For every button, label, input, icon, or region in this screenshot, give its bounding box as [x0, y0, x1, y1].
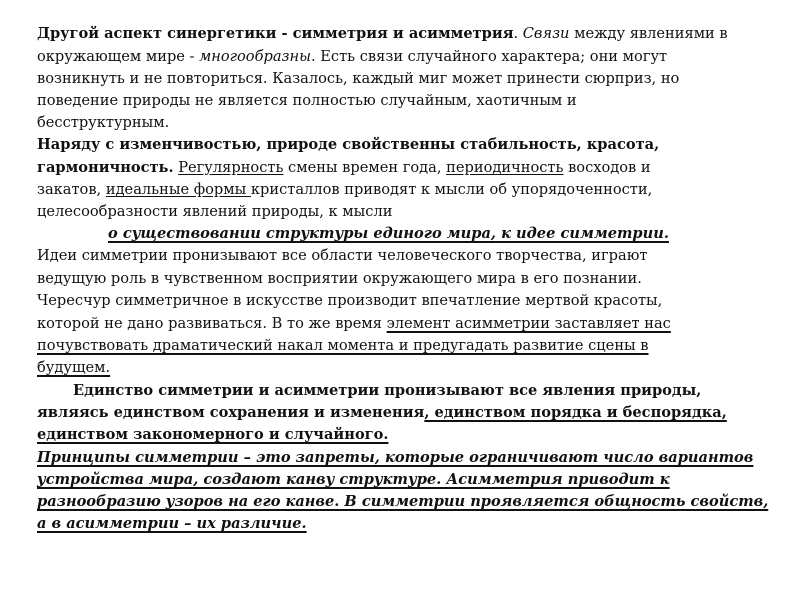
p1-line-1: [37, 23, 728, 45]
p3-line-1: Идеи симметрии пронизывают все области человеческого творчества, играют: [37, 247, 648, 264]
text-run: кристаллов приводят к мысли об упорядоченности,: [250, 181, 653, 198]
p1-line-5: бесструктурным.: [37, 114, 170, 131]
p1-heading: Другой аспект синергетики - симметрия и асимметрия: [37, 25, 514, 42]
p2-line-3: [37, 179, 652, 201]
p4-line-3: единством закономерного и случайного.: [37, 426, 389, 443]
p5-line-2: устройства мира, создают канву структуре. Асимметрия приводит к: [37, 471, 670, 488]
text-run: .: [513, 25, 523, 42]
underlined-run: периодичность: [446, 159, 564, 176]
bold-run: гармоничность.: [37, 159, 174, 176]
p2-line-4: целесообразности явлений природы, к мысли: [37, 203, 393, 220]
p5-line-1: Принципы симметрии – это запреты, которые ограничивают число вариантов: [37, 449, 754, 466]
text-run: окружающем мире -: [37, 48, 200, 65]
text-run: закатов,: [37, 181, 106, 198]
text-run: . Есть связи случайного характера; они могут: [311, 48, 668, 65]
p4-line-2: [37, 402, 727, 424]
italic-run: многообразны: [199, 48, 311, 65]
p1-line-2: [37, 46, 667, 68]
underlined-bold-run: , единством порядка и беспорядка,: [424, 404, 727, 421]
p2-line-1: Наряду с изменчивостью, природе свойственны стабильность, красота,: [37, 136, 660, 153]
p5-line-4: а в асимметрии – их различие.: [37, 515, 307, 532]
underlined-run: элемент асимметрии заставляет нас: [386, 315, 671, 332]
p2-line-2: [37, 157, 651, 179]
underlined-run: Регулярность: [178, 159, 284, 176]
p1-line-3: возникнуть и не повториться. Казалось, каждый миг может принести сюрприз, но: [37, 70, 680, 87]
text-run: восходов и: [563, 159, 651, 176]
p3-line-5: почувствовать драматический накал момента и предугадать развитие сцены в: [37, 337, 649, 354]
italic-run: Связи: [522, 25, 570, 42]
p3-line-2: ведущую роль в чувственном восприятии окружающего мира в его познании.: [37, 270, 642, 287]
p3-line-3: Чересчур симметричное в искусстве производит впечатление мертвой красоты,: [37, 292, 663, 309]
p2-line-5-conclusion: о существовании структуры единого мира, к идее симметрии.: [108, 225, 669, 242]
text-run: которой не дано развиваться. В то же время: [37, 315, 387, 332]
text-run: смены времен года,: [283, 159, 447, 176]
p1-line-4: поведение природы не является полностью случайным, хаотичным и: [37, 92, 577, 109]
underlined-run: идеальные формы: [105, 181, 251, 198]
p4-line-1: Единство симметрии и асимметрии пронизывают все явления природы,: [73, 382, 702, 399]
p5-line-3: разнообразию узоров на его канве. В симметрии проявляется общность свойств,: [37, 493, 769, 510]
text-run: между явлениями в: [569, 25, 728, 42]
p3-line-4: [37, 313, 671, 335]
bold-run: являясь единством сохранения и изменения: [37, 404, 425, 421]
p3-line-6: будущем.: [37, 359, 111, 376]
